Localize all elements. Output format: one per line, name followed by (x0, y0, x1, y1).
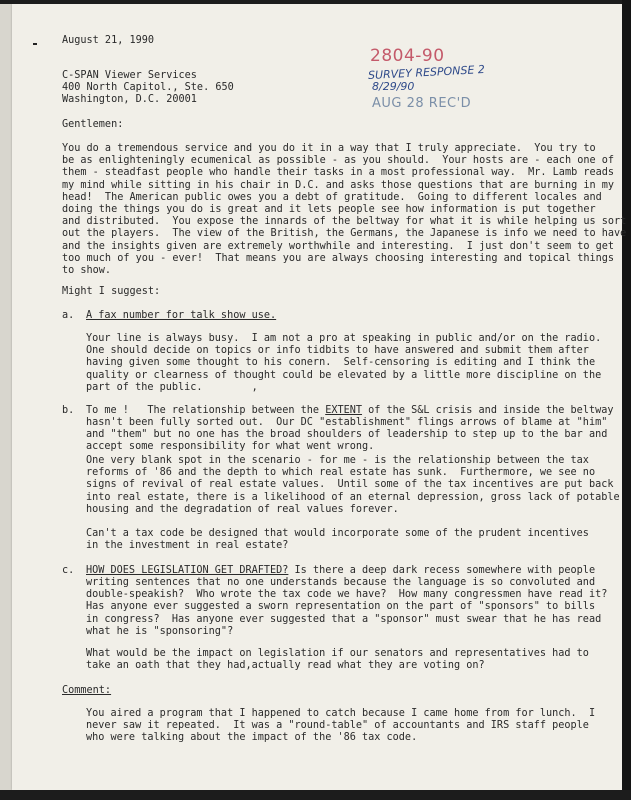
paragraph-line: housing and the degradation of real values forever. (86, 503, 399, 515)
address-line: C-SPAN Viewer Services (62, 70, 197, 81)
paragraph-line: head! The American public owes you a debt of gratitude. Going to different locales and (62, 191, 602, 203)
paragraph-line: signs of revival of real estate values. Until some of the tax incentives are put back (86, 479, 614, 491)
paragraph-line: who were talking about the impact of the '86 tax code. (86, 732, 418, 744)
item-b-letter: b. (62, 405, 75, 416)
paragraph-line: them - steadfast people who handle their tasks in a most professional way. Mr. Lamb reads (62, 167, 615, 179)
scan-background (0, 0, 12, 800)
item-c-title: HOW DOES LEGISLATION GET DRAFTED? (86, 565, 289, 576)
paragraph-line: too much of you - ever! That means you are always choosing interesting and topical things (62, 252, 615, 264)
address-line: 400 North Capitol., Ste. 650 (62, 82, 234, 94)
paragraph-line: never saw it repeated. It was a "round-table" of accountants and IRS staff people (86, 720, 589, 732)
address-line: Washington, D.C. 20001 (62, 94, 197, 106)
intro-paragraph (62, 143, 626, 277)
item-b-paragraph-2 (86, 455, 620, 516)
paragraph-line: What would be the impact on legislation if our senators and representatives had to (86, 648, 589, 659)
handwritten-date: 8/29/90 (372, 80, 415, 93)
paragraph-line: One should decide on topics or info tidbits to have answered and submit them after (86, 345, 589, 357)
item-a-title: A fax number for talk show use. (86, 310, 277, 321)
paragraph-line: You aired a program that I happened to catch because I came home from for lunch. I (86, 708, 596, 719)
paragraph-line: my mind while sitting in his chair in D.C. and asks those questions that are burning in my (62, 179, 615, 191)
scan-border-right (622, 0, 631, 800)
scan-border-bottom (0, 790, 631, 800)
text-run: of the S&L crisis and inside the beltway (362, 405, 614, 416)
item-a-paragraph (86, 333, 601, 394)
received-stamp: AUG 28 REC'D (372, 96, 472, 111)
item-b-first-line (86, 405, 614, 417)
item-c-letter: c. (62, 565, 75, 576)
paragraph-line: be as enlighteningly ecumenical as possible - as you should. Your hosts are - each one of (62, 155, 615, 167)
scan-border-top (0, 0, 631, 4)
paragraph-line: in the investment in real estate? (86, 540, 289, 552)
paragraph-line: double-speakish? Who wrote the tax code we have? How many congressmen have read it? (86, 589, 608, 601)
paragraph-line: Has anyone ever suggested a sworn representation on the part of "sponsors" to bills (86, 601, 596, 613)
paragraph-line: take an oath that they had,actually read what they are voting on? (86, 660, 485, 672)
paragraph-line: reforms of '86 and the depth to which real estate has sunk. Furthermore, we see no (86, 467, 596, 479)
paragraph-line: and distributed. You expose the innards of the beltway for what it is while helping us sort (62, 216, 627, 228)
paragraph-line: and the insights given are extremely worthwhile and interesting. I just don't seem to get (62, 240, 615, 252)
paragraph-line: doing the things you do is great and it lets people see how information is put together (62, 204, 596, 216)
punch-mark (33, 43, 37, 45)
paragraph-line: accept some responsibility for what went wrong. (86, 441, 375, 453)
emphasis-extent: EXTENT (325, 405, 363, 416)
text-run: Is there a deep dark recess somewhere with people (288, 565, 596, 576)
suggest-heading: Might I suggest: (62, 286, 161, 297)
paragraph-line: part of the public. , (86, 381, 258, 393)
item-c-paragraph (86, 577, 607, 638)
paragraph-line: in congress? Has anyone ever suggested that a "sponsor" must swear that he has read (86, 613, 602, 625)
paragraph-line: quality or clearness of thought could be elevated by a little more discipline on the (86, 369, 602, 381)
item-b-paragraph (86, 417, 607, 454)
item-c-first-line (86, 565, 595, 577)
text-run: To me ! The relationship between the (86, 405, 326, 416)
paragraph-line: what he is "sponsoring"? (86, 625, 234, 637)
paragraph-line: Can't a tax code be designed that would incorporate some of the prudent incentives (86, 528, 589, 539)
paragraph-line: You do a tremendous service and you do it in a way that I truly appreciate. You try to (62, 143, 596, 154)
paragraph-line: into real estate, there is a likelihood of an eternal depression, gross lack of potable (86, 491, 620, 503)
paragraph-line: and "them" but no one has the broad shoulders of leadership to step up to the bar and (86, 429, 608, 441)
survey-response-note: SURVEY RESPONSE 2 (367, 62, 486, 83)
comment-heading: Comment: (62, 685, 112, 696)
paragraph-line: hasn't been fully sorted out. Our DC "establishment" flings arrows of blame at "him" (86, 417, 608, 428)
paragraph-line: writing sentences that no one understands because the language is so convoluted and (86, 577, 596, 588)
tracking-number-stamp: 2804-90 (370, 46, 445, 66)
salutation: Gentlemen: (62, 119, 124, 130)
item-c-paragraph-2 (86, 648, 589, 672)
item-b-paragraph-3 (86, 528, 589, 552)
item-a-letter: a. (62, 310, 75, 321)
recipient-address (62, 70, 234, 107)
paragraph-line: having given some thought to his conern. Self-censoring is editing and I think the (86, 357, 596, 369)
paragraph-line: out the players. The view of the British, the Germans, the Japanese is info we need to have (62, 228, 627, 240)
paragraph-line: One very blank spot in the scenario - for me - is the relationship between the tax (86, 455, 589, 466)
paragraph-line: to show. (62, 265, 112, 277)
paragraph-line: Your line is always busy. I am not a pro at speaking in public and/or on the radio. (86, 333, 602, 344)
letter-date: August 21, 1990 (62, 35, 155, 46)
comment-paragraph (86, 708, 595, 745)
